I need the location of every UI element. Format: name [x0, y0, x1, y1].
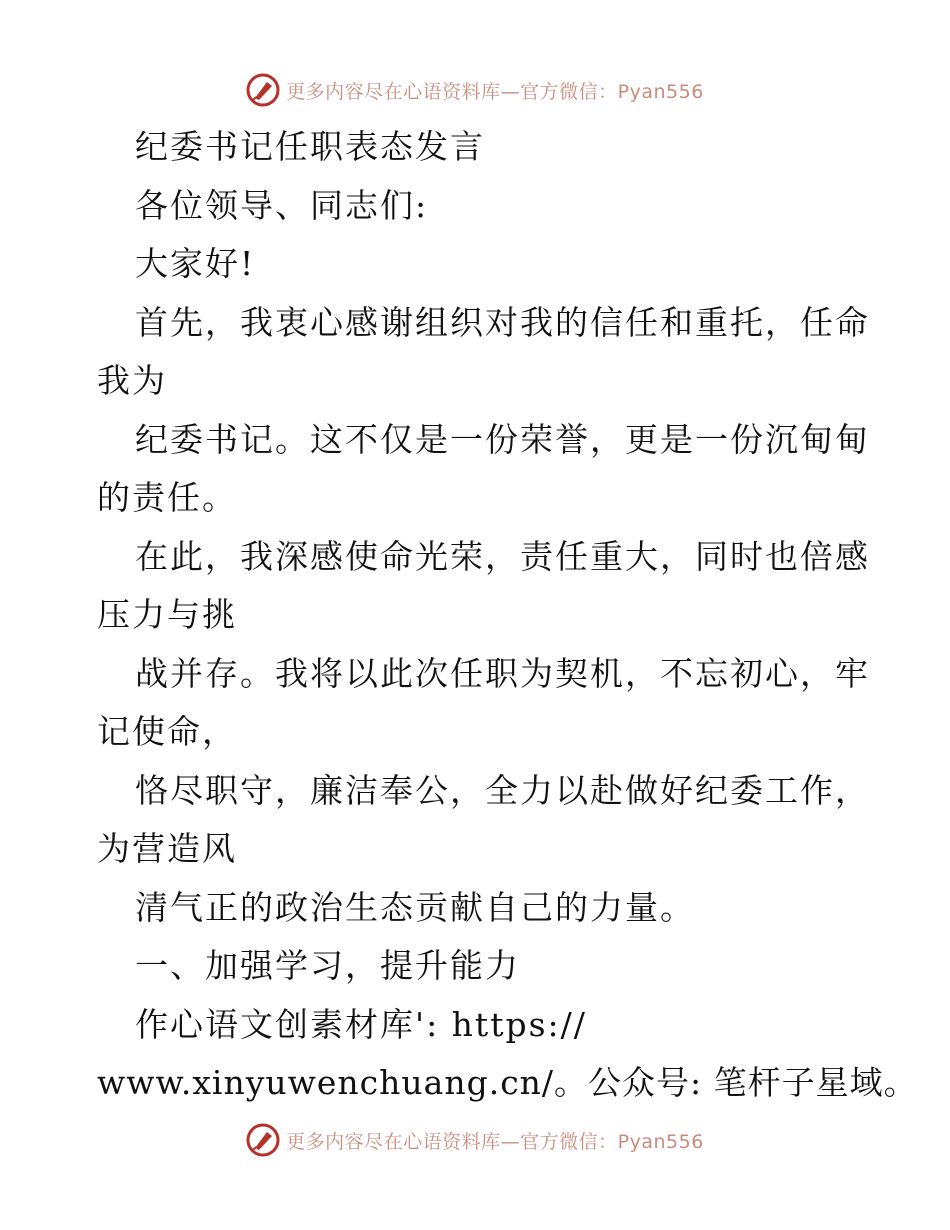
paragraph-line: 纪委书记。这不仅是一份荣誉，更是一份沉甸甸 — [135, 419, 870, 459]
pen-nib-logo-icon — [246, 73, 280, 107]
paragraph-line: 为营造风 — [97, 829, 237, 868]
paragraph-line: 压力与挑 — [97, 595, 237, 634]
source-line: 作心语文创素材库': https:// — [135, 1004, 587, 1044]
document-body — [97, 118, 918, 1113]
section-heading: 一、加强学习，提升能力 — [135, 946, 520, 985]
document-title: 纪委书记任职表态发言 — [135, 127, 485, 166]
paragraph-line: 战并存。我将以此次任职为契机，不忘初心，牢 — [135, 653, 870, 693]
greeting: 大家好! — [135, 244, 256, 283]
header-banner-text: 更多内容尽在心语资料库—官方微信：Pyan556 — [286, 80, 704, 103]
paragraph-line: 记使命， — [97, 712, 237, 751]
footer-banner — [0, 1122, 950, 1158]
paragraph-line: 清气正的政治生态贡献自己的力量。 — [135, 887, 695, 927]
paragraph-line: 的责任。 — [97, 478, 237, 517]
source-url-line: www.xinyuwenchuang.cn/。公众号: 笔杆子星域。 — [97, 1063, 918, 1102]
paragraph-line: 恪尽职守，廉洁奉公，全力以赴做好纪委工作， — [135, 770, 870, 810]
pen-nib-logo-icon — [246, 1123, 280, 1157]
footer-banner-text: 更多内容尽在心语资料库—官方微信：Pyan556 — [286, 1130, 704, 1153]
header-banner — [0, 72, 950, 108]
paragraph-line: 首先，我衷心感谢组织对我的信任和重托，任命 — [135, 302, 870, 342]
salutation: 各位领导、同志们: — [135, 185, 429, 225]
paragraph-line: 在此，我深感使命光荣，责任重大，同时也倍感 — [135, 536, 870, 576]
paragraph-line: 我为 — [97, 361, 167, 400]
